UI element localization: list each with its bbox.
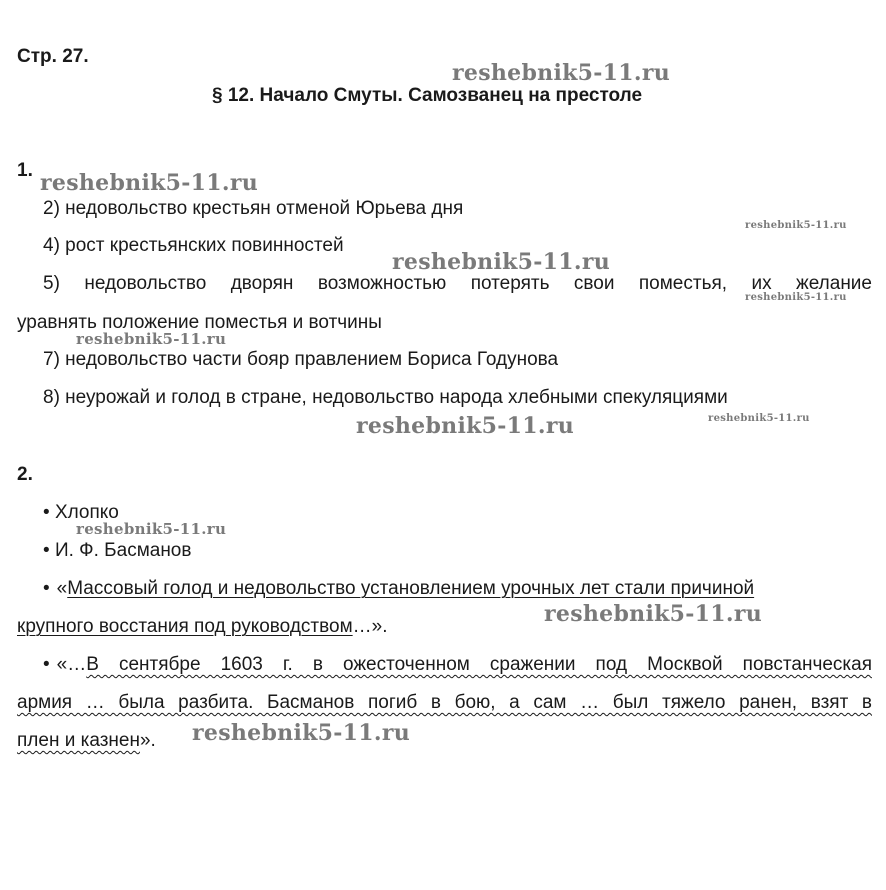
watermark: reshebnik5-11.ru [452,60,671,86]
task-2-number: 2. [17,464,33,485]
bullet: • [43,654,50,675]
task-1-item-7: 7) недовольство части бояр правлением Бориса Годунова [43,349,559,370]
quote-1-text-cont: крупного восстания под руководством [17,616,353,637]
task-1-item-2: 2) недовольство крестьян отменой Юрьева дня [43,198,464,219]
watermark: reshebnik5-11.ru [708,413,810,424]
task-1-item-4: 4) рост крестьянских повинностей [43,235,344,256]
watermark: reshebnik5-11.ru [76,330,227,348]
quote-1-tail: …». [352,616,388,637]
bullet: • [43,540,50,561]
quote-1-line-1 [43,578,872,600]
watermark: reshebnik5-11.ru [392,249,611,275]
quote-2-line-2: армия … была разбита. Басманов погиб в бою, а сам … был тяжело ранен, взят в [17,692,872,713]
watermark: reshebnik5-11.ru [356,413,575,439]
name-text: Хлопко [54,502,119,523]
task-1-item-5-cont: уравнять положение поместья и вотчины [17,312,382,333]
watermark: reshebnik5-11.ru [40,170,259,196]
watermark: reshebnik5-11.ru [544,601,763,627]
watermark: reshebnik5-11.ru [745,292,847,303]
quote-2-line-3 [17,730,156,752]
quote-2-line-1 [43,654,872,676]
quote-2-text-cont: плен и казнен [17,730,140,751]
name-item [43,540,191,562]
quote-open: «… [56,654,87,675]
task-1-number: 1. [17,160,33,181]
watermark: reshebnik5-11.ru [76,520,227,538]
section-title: § 12. Начало Смуты. Самозванец на престоле [212,85,643,106]
task-1-item-8: 8) неурожай и голод в стране, недовольство народа хлебными спекуляциями [43,387,728,408]
quote-1-line-2 [17,616,388,638]
task-1-item-5: 5) недовольство дворян возможностью потерять свои поместья, их желание [43,273,872,294]
page-number: Стр. 27. [17,46,89,67]
bullet: • [43,502,50,523]
watermark: reshebnik5-11.ru [192,720,411,746]
quote-2-text: В сентябре 1603 г. в ожесточенном сражении под Москвой повстанческая [86,654,872,675]
watermark: reshebnik5-11.ru [745,220,847,231]
bullet: • [43,578,50,599]
quote-2-tail: ». [139,730,156,751]
name-text: И. Ф. Басманов [54,540,192,561]
quote-open: « [56,578,68,599]
quote-1-text: Массовый голод и недовольство установлением урочных лет стали причиной [67,578,755,599]
